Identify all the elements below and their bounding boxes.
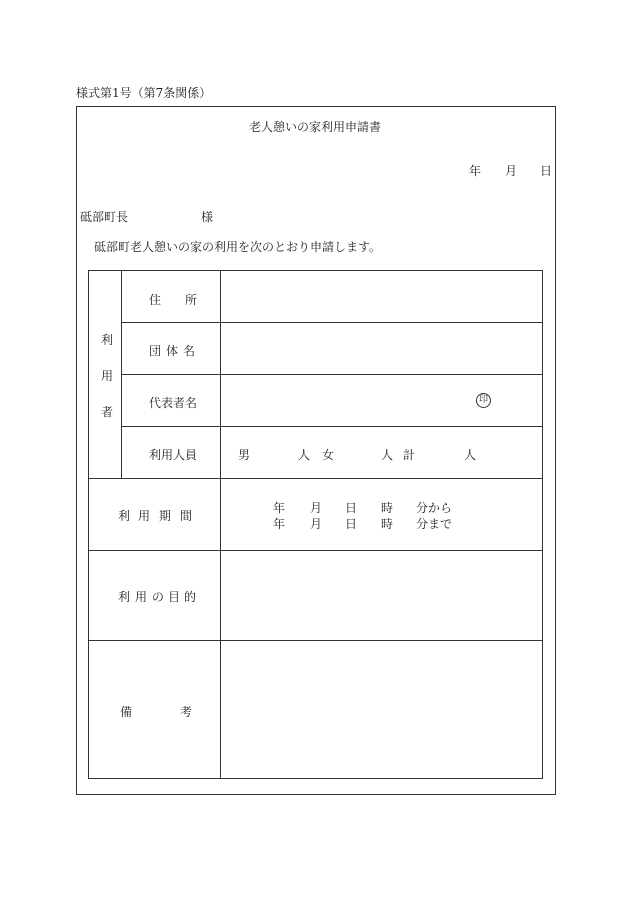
table-divider — [121, 322, 543, 323]
purpose-label-2: 用 — [135, 590, 148, 604]
period-end-hour: 時 — [381, 517, 394, 531]
user-group-label-1: 利 — [101, 333, 114, 347]
table-divider — [88, 550, 543, 551]
group-name-label-2: 体 — [166, 344, 179, 358]
group-name-label-1: 団 — [149, 344, 162, 358]
user-group-label-2: 用 — [101, 369, 114, 383]
remarks-label-2: 考 — [180, 705, 193, 719]
period-label-2: 用 — [138, 509, 151, 523]
form-number: 様式第1号（第7条関係） — [76, 86, 212, 100]
count-total: 計 — [403, 448, 416, 462]
seal-stamp: 印 — [476, 393, 491, 408]
period-end-year: 年 — [273, 517, 286, 531]
date-day: 日 — [540, 164, 553, 178]
purpose-label-5: 的 — [184, 590, 197, 604]
period-end-day: 日 — [345, 517, 358, 531]
table-divider — [121, 426, 543, 427]
period-start-hour: 時 — [381, 501, 394, 515]
period-start-year: 年 — [273, 501, 286, 515]
count-person-2: 人 — [381, 448, 394, 462]
address-label-1: 住 — [149, 293, 162, 307]
period-end-month: 月 — [310, 517, 323, 531]
user-group-label-3: 者 — [101, 405, 114, 419]
purpose-label-1: 利 — [118, 590, 131, 604]
count-female: 女 — [322, 448, 335, 462]
period-end-minute: 分まで — [416, 517, 453, 531]
form-title: 老人憩いの家利用申請書 — [248, 120, 381, 134]
purpose-label-3: の — [152, 590, 165, 604]
address-label-2: 所 — [185, 293, 198, 307]
headcount-label: 利用人員 — [149, 448, 198, 462]
period-label-1: 利 — [118, 509, 131, 523]
table-divider — [88, 640, 543, 641]
remarks-label-1: 備 — [120, 705, 133, 719]
date-month: 月 — [505, 164, 518, 178]
period-start-day: 日 — [345, 501, 358, 515]
representative-label: 代表者名 — [149, 396, 198, 410]
table-divider — [88, 478, 543, 479]
period-label-3: 期 — [159, 509, 172, 523]
addressee-honorific: 様 — [201, 210, 214, 224]
count-male: 男 — [238, 448, 251, 462]
period-start-month: 月 — [310, 501, 323, 515]
period-label-4: 間 — [180, 509, 193, 523]
intro-text: 砥部町老人憩いの家の利用を次のとおり申請します。 — [94, 240, 382, 254]
count-person-1: 人 — [298, 448, 311, 462]
addressee-name: 砥部町長 — [80, 210, 129, 224]
period-start-minute: 分から — [416, 501, 453, 515]
purpose-label-4: 目 — [168, 590, 181, 604]
group-name-label-3: 名 — [183, 344, 196, 358]
date-year: 年 — [469, 164, 482, 178]
count-person-3: 人 — [464, 448, 477, 462]
table-divider — [121, 374, 543, 375]
table-divider — [220, 270, 221, 779]
